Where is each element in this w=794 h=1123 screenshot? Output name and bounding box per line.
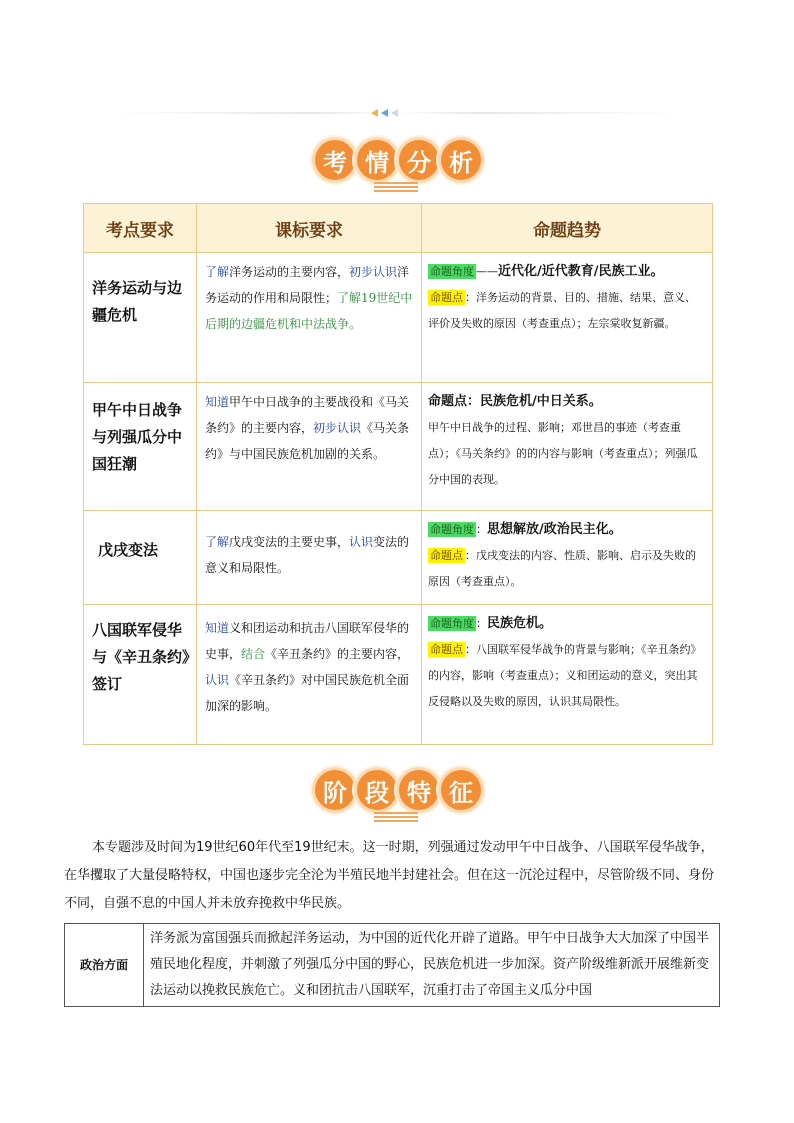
header-cell: 课标要求 [197, 204, 422, 253]
trend-point-tag: 命题点 [430, 291, 463, 304]
req-text: 戊戌变法的主要史事， [229, 535, 350, 549]
feature-label: 政治方面 [65, 924, 144, 1007]
intro-paragraph: 本专题涉及时间为19世纪60年代至19世纪末。这一时期，列强通过发动甲午中日战争、八国联军侵华战争，在华攫取了大量侵略特权，中国也逐步完全沦为半殖民地半封建社会。但在这一沉沦过程中，尽管阶级不同、身份不同，自强不息的中国人并未放弃挽救中华民族。 [64, 840, 715, 911]
header-cell: 考点要求 [84, 204, 197, 253]
trend-point-text: 民族危机/中日关系。 [480, 394, 602, 409]
topic-cell [84, 253, 197, 383]
topic-cell [84, 511, 197, 605]
sep: ： [465, 643, 476, 656]
divider-ornament-icon [369, 107, 403, 119]
req-text: 洋务运动的主要内容， [229, 265, 350, 279]
section-banner-features [315, 770, 481, 810]
req-text: 《马关条约》与中国民族危机加剧的关系。 [205, 421, 410, 461]
req-text: 初步认识 [349, 265, 398, 279]
trend-angle-tag: 命题角度 [430, 265, 474, 278]
header-cell: 命题趋势 [422, 204, 713, 253]
table-row [84, 605, 713, 745]
topic-text: 洋务运动与边疆危机 [92, 279, 183, 324]
trend-point-text: 戊戌变法的内容、性质、影响、启示及失败的原因（考查重点）。 [428, 549, 696, 588]
section-banner-analysis [315, 140, 481, 180]
trend-point-tag: 命题点 [428, 394, 468, 409]
trend-cell [422, 605, 713, 745]
banner-char: 征 [441, 770, 481, 810]
topic-text: 戊戌变法 [98, 541, 159, 559]
sep: ： [476, 617, 487, 630]
sep: ： [465, 291, 476, 304]
trend-angle-tag: 命题角度 [430, 617, 474, 630]
trend-point-text: 八国联军侵华战争的背景与影响；《辛丑条约》的内容，影响（考查重点）；义和团运动的意义，突出其反侵略以及失败的原因，认识其局限性。 [428, 643, 702, 708]
req-text: 洋务运动的作用和局限性； [205, 265, 410, 305]
req-text: 《辛丑条约》对中国民族危机全面加深的影响。 [205, 673, 410, 713]
requirement-cell [197, 253, 422, 383]
banner-char: 特 [399, 770, 439, 810]
sep: —— [476, 265, 498, 278]
topic-cell [84, 605, 197, 745]
exam-analysis-table [83, 203, 713, 745]
trend-point-text: 洋务运动的背景、目的、措施、结果、意义、评价及失败的原因（考查重点）；左宗棠收复新疆。 [428, 291, 696, 330]
req-text: 甲午中日战争的主要战役和《马关条约》的主要内容， [205, 395, 410, 435]
banner-char: 段 [357, 770, 397, 810]
trend-angle-text: 近代化/近代教育/民族工业。 [498, 264, 664, 279]
req-text: 认识 [349, 535, 374, 549]
trend-point-tag: 命题点 [430, 549, 463, 562]
banner-char: 阶 [315, 770, 355, 810]
req-text: 结合 [241, 647, 266, 661]
req-text: 知道 [205, 395, 230, 409]
banner-underline [374, 182, 418, 192]
req-text: 了解 [205, 535, 230, 549]
req-text: 了解 [205, 265, 230, 279]
req-text: 认识 [205, 673, 230, 687]
req-text: 了解19世纪中后期的边疆危机和中法战争。 [205, 291, 413, 331]
sep: ： [465, 549, 476, 562]
banner-char: 考 [315, 140, 355, 180]
topic-text: 甲午中日战争与列强瓜分中国狂潮 [92, 401, 183, 473]
trend-cell [422, 253, 713, 383]
trend-angle-text: 思想解放/政治民主化。 [487, 522, 622, 537]
banner-char: 分 [399, 140, 439, 180]
banner-char: 析 [441, 140, 481, 180]
trend-angle-tag: 命题角度 [430, 523, 474, 536]
trend-cell [422, 383, 713, 511]
trend-detail-text: 甲午中日战争的过程、影响；邓世昌的事迹（考查重点）；《马关条约》的的内容与影响（考查重点）；列强瓜分中国的表现。 [428, 421, 698, 486]
req-text: 变法的意义和局限性。 [205, 535, 410, 575]
table-row [84, 253, 713, 383]
features-table [64, 923, 720, 1007]
banner-underline [374, 812, 418, 822]
table-row [84, 383, 713, 511]
feature-text: 洋务派为富国强兵而掀起洋务运动，为中国的近代化开辟了道路。甲午中日战争大大加深了中国半殖民地化程度，并刺激了列强瓜分中国的野心，民族危机进一步加深。资产阶级维新派开展维新变法运动以挽救民族危亡。义和团抗击八国联军，沉重打击了帝国主义瓜分中国 [144, 924, 720, 1007]
trend-point-tag: 命题点 [430, 643, 463, 656]
requirement-cell [197, 605, 422, 745]
requirement-cell [197, 383, 422, 511]
table-row [65, 924, 720, 1007]
banner-char: 情 [357, 140, 397, 180]
sep: ： [476, 523, 487, 536]
sep: ： [467, 394, 481, 409]
trend-angle-text: 民族危机。 [487, 616, 553, 631]
topic-cell [84, 383, 197, 511]
req-text: 知道 [205, 621, 230, 635]
topic-text: 八国联军侵华与《辛丑条约》签订 [92, 621, 190, 693]
req-text: 《辛丑条约》的主要内容， [265, 647, 410, 661]
req-text: 义和团运动和抗击八国联军侵华的史事， [205, 621, 410, 661]
req-text: 初步认识 [313, 421, 362, 435]
requirement-cell [197, 511, 422, 605]
table-row [84, 511, 713, 605]
table-header-row [84, 204, 713, 253]
trend-cell [422, 511, 713, 605]
